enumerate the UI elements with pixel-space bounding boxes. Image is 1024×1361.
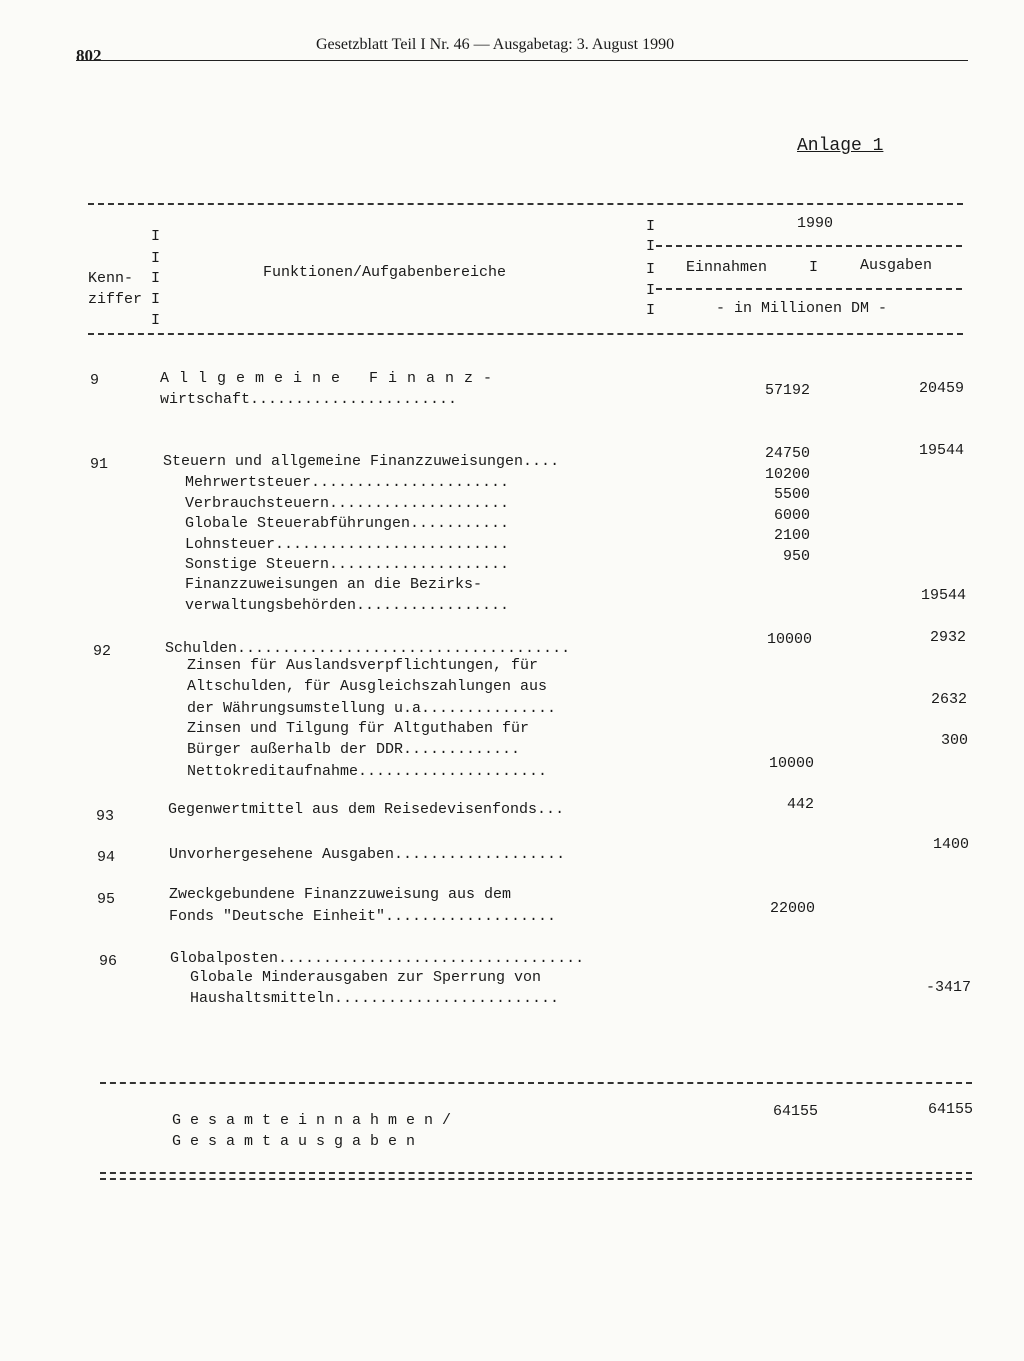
row-label: Lohnsteuer..........................: [185, 536, 510, 553]
table-head-rule: [88, 333, 963, 335]
row-label: wirtschaft.......................: [160, 391, 458, 408]
head-kenn: Kenn-: [88, 270, 134, 287]
row-label: Zinsen für Auslandsverpflichtungen, für: [187, 657, 539, 674]
row-label: Sonstige Steuern....................: [185, 556, 510, 573]
row-label: Verbrauchsteuern....................: [185, 495, 510, 512]
row-label: Fonds "Deutsche Einheit"...................: [169, 908, 557, 925]
row-einnahmen: 5500: [773, 486, 810, 503]
row-einnahmen: 24750: [764, 445, 810, 462]
row-label: Haushaltsmitteln.........................: [190, 990, 560, 1007]
row-einnahmen: 10200: [764, 466, 810, 483]
head-year: 1990: [797, 215, 834, 232]
row-label: der Währungsumstellung u.a...............: [187, 700, 557, 717]
row-label: Finanzzuweisungen an die Bezirks-: [185, 576, 483, 593]
row-label: Allgemeine Finanz-: [160, 370, 503, 387]
head-sep: I: [646, 218, 656, 235]
row-label: Schulden.....................................: [165, 640, 571, 657]
row-code: 92: [93, 643, 112, 660]
head-unit: - in Millionen DM -: [716, 300, 888, 317]
row-label: Globalposten..................................: [170, 950, 585, 967]
row-label: Mehrwertsteuer......................: [185, 474, 510, 491]
row-ausgaben: 2632: [930, 691, 967, 708]
row-label: verwaltungsbehörden.................: [185, 597, 510, 614]
row-einnahmen: 2100: [773, 527, 810, 544]
row-label: Unvorhergesehene Ausgaben...................: [169, 846, 566, 863]
row-einnahmen: 442: [786, 796, 814, 813]
row-einnahmen: 10000: [768, 755, 814, 772]
head-inner-rule: [656, 245, 962, 247]
table-top-rule: [88, 203, 963, 205]
row-ausgaben: 2932: [929, 629, 966, 646]
row-einnahmen: 6000: [773, 507, 810, 524]
head-sep: I: [809, 259, 819, 276]
row-label: Nettokreditaufnahme.....................: [187, 763, 548, 780]
head-sep: I: [151, 228, 161, 245]
head-ausgaben: Ausgaben: [860, 257, 933, 274]
row-label: Zweckgebundene Finanzzuweisung aus dem: [169, 886, 512, 903]
head-sep: I: [151, 270, 161, 287]
row-code: 95: [97, 891, 116, 908]
row-ausgaben: 20459: [918, 380, 964, 397]
table-bottom-rule: [100, 1172, 972, 1180]
total-label: Gesamtausgaben: [172, 1133, 425, 1150]
row-code: 91: [90, 456, 109, 473]
row-label: Globale Steuerabführungen...........: [185, 515, 510, 532]
row-label: Steuern und allgemeine Finanzzuweisungen....: [163, 453, 560, 470]
row-einnahmen: 57192: [764, 382, 810, 399]
total-rule: [100, 1082, 972, 1084]
row-einnahmen: 10000: [766, 631, 812, 648]
row-code: 94: [97, 849, 116, 866]
row-ausgaben: 1400: [932, 836, 969, 853]
head-sep: I: [151, 250, 161, 267]
header-rule: [76, 60, 968, 61]
head-inner-rule: [656, 288, 962, 290]
total-ausgaben: 64155: [927, 1101, 973, 1118]
head-sep: I: [646, 302, 656, 319]
row-code: 9: [90, 372, 100, 389]
head-sep: I: [646, 238, 656, 255]
row-ausgaben: 19544: [920, 587, 966, 604]
head-funktion: Funktionen/Aufgabenbereiche: [263, 264, 507, 281]
row-label: Zinsen und Tilgung für Altguthaben für: [187, 720, 530, 737]
row-code: 93: [96, 808, 115, 825]
total-einnahmen: 64155: [772, 1103, 818, 1120]
annex-label: Anlage 1: [797, 136, 884, 156]
gazette-title: Gesetzblatt Teil I Nr. 46 — Ausgabetag: 3. August 1990: [316, 36, 675, 53]
total-label: Gesamteinnahmen/: [172, 1112, 461, 1129]
head-sep: I: [151, 291, 161, 308]
row-ausgaben: -3417: [925, 979, 971, 996]
head-sep: I: [646, 261, 656, 278]
head-einnahmen: Einnahmen: [686, 259, 768, 276]
row-code: 96: [99, 953, 118, 970]
row-ausgaben: 300: [940, 732, 968, 749]
row-label: Altschulden, für Ausgleichszahlungen aus: [187, 678, 548, 695]
page-number: 802: [76, 46, 102, 65]
row-label: Gegenwertmittel aus dem Reisedevisenfonds...: [168, 801, 565, 818]
row-label: Globale Minderausgaben zur Sperrung von: [190, 969, 542, 986]
row-label: Bürger außerhalb der DDR.............: [187, 741, 521, 758]
row-ausgaben: 19544: [918, 442, 964, 459]
head-sep: I: [151, 312, 161, 329]
row-einnahmen: 22000: [769, 900, 815, 917]
row-einnahmen: 950: [782, 548, 810, 565]
head-sep: I: [646, 282, 656, 299]
head-ziffer: ziffer: [88, 291, 143, 308]
